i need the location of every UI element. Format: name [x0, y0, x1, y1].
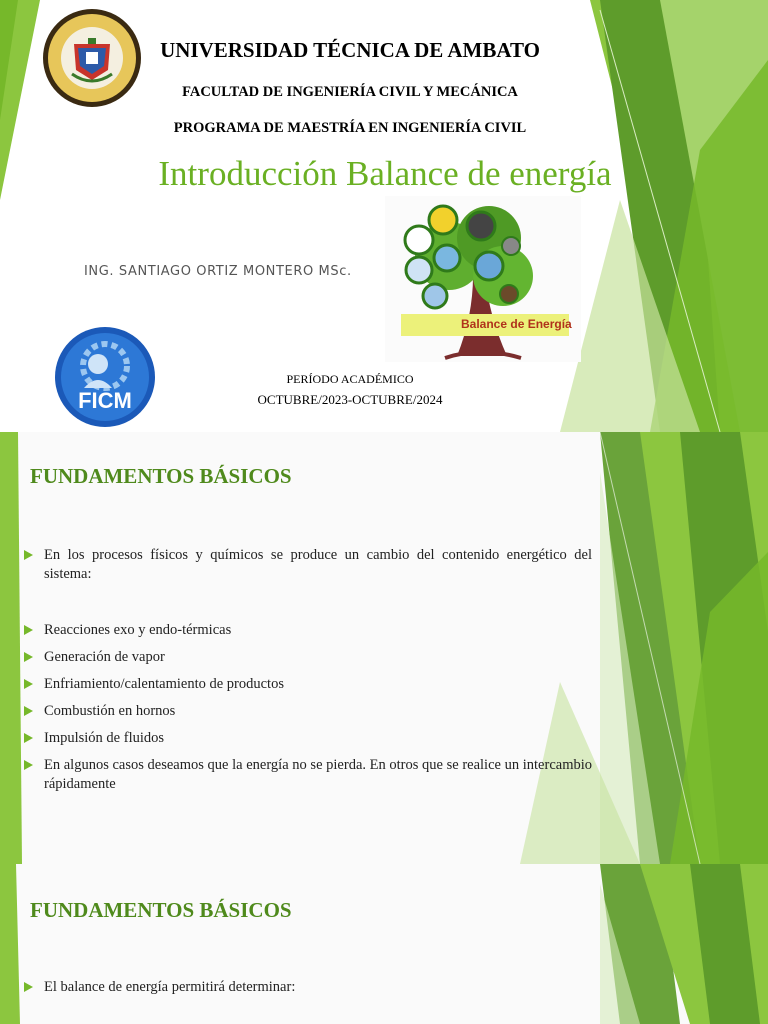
- slide-fundamentos-1: [0, 432, 768, 864]
- triangle-right-icon: [24, 982, 33, 992]
- triangle-right-icon: [24, 550, 33, 560]
- section-heading: FUNDAMENTOS BÁSICOS: [30, 464, 292, 488]
- triangle-right-icon: [24, 706, 33, 716]
- bullet-list: [22, 978, 592, 997]
- list-item: Impulsión de fluidos: [22, 729, 592, 748]
- list-item: En los procesos físicos y químicos se produce un cambio del contenido energético del sistema:: [22, 546, 592, 584]
- list-item: Reacciones exo y endo-térmicas: [22, 621, 592, 640]
- list-item: En algunos casos deseamos que la energía no se pierda. En otros que se realice un intercambio rápidamente: [22, 756, 592, 794]
- author-name: ING. SANTIAGO ORTIZ MONTERO MSc.: [84, 264, 352, 279]
- energy-tree-illustration: [385, 196, 581, 362]
- bullet-list: [22, 546, 592, 794]
- period-label: PERÍODO ACADÉMICO: [286, 372, 414, 386]
- section-heading: FUNDAMENTOS BÁSICOS: [30, 898, 292, 922]
- triangle-right-icon: [24, 760, 33, 770]
- list-item: Generación de vapor: [22, 648, 592, 667]
- period-dates: OCTUBRE/2023-OCTUBRE/2024: [257, 392, 443, 407]
- slide-fundamentos-2: [0, 864, 768, 1024]
- list-item: El balance de energía permitirá determinar:: [22, 978, 592, 997]
- university-name: UNIVERSIDAD TÉCNICA DE AMBATO: [160, 38, 540, 62]
- program-name: PROGRAMA DE MAESTRÍA EN INGENIERÍA CIVIL: [173, 120, 527, 136]
- presentation-title: Introducción Balance de energía: [158, 154, 612, 193]
- ficm-logo: [54, 326, 156, 428]
- triangle-right-icon: [24, 652, 33, 662]
- faculty-name: FACULTAD DE INGENIERÍA CIVIL Y MECÁNICA: [182, 84, 518, 100]
- green-facets-decoration: [0, 864, 768, 1024]
- ficm-logo-text: FICM: [78, 388, 132, 413]
- tree-banner-label: Balance de Energía: [461, 317, 572, 331]
- list-item: Combustión en hornos: [22, 702, 592, 721]
- list-item: Enfriamiento/calentamiento de productos: [22, 675, 592, 694]
- triangle-right-icon: [24, 625, 33, 635]
- slide-title: [0, 0, 768, 432]
- triangle-right-icon: [24, 733, 33, 743]
- triangle-right-icon: [24, 679, 33, 689]
